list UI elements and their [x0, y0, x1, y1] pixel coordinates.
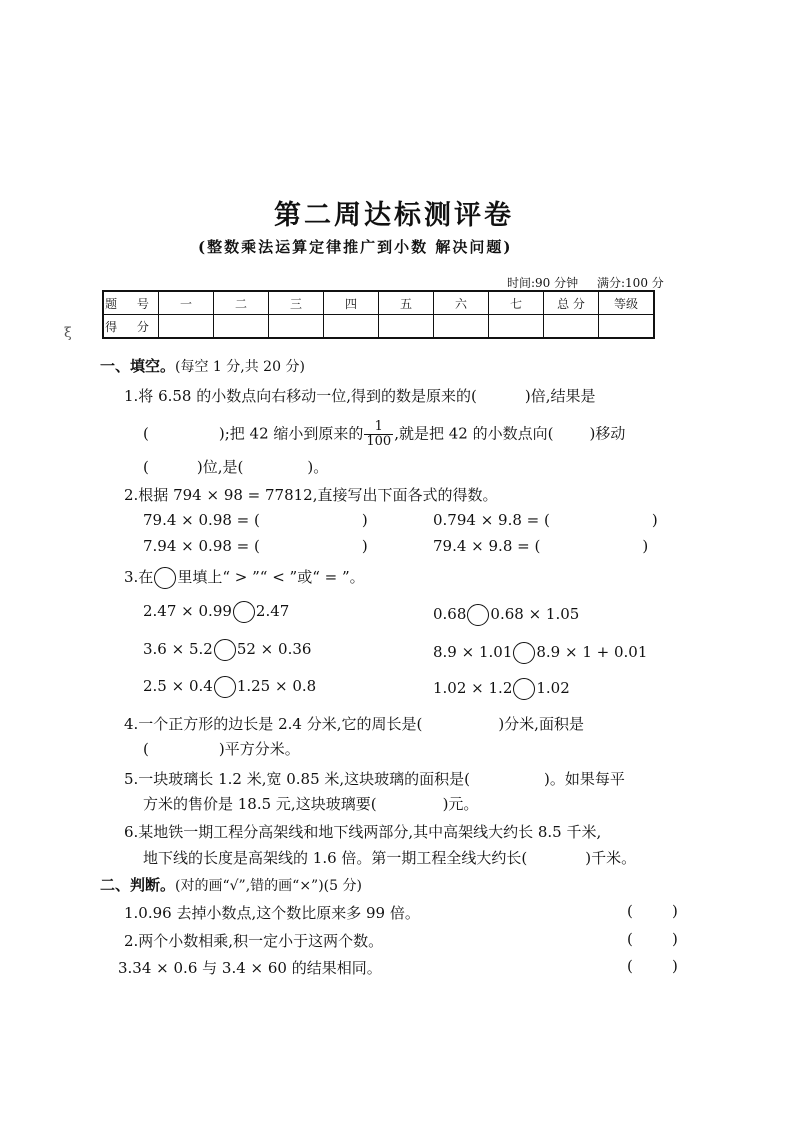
page-title: 第二周达标测评卷 [274, 200, 514, 231]
q6-text: )千米。 [585, 849, 637, 867]
q1-text: )位,是( [196, 458, 244, 476]
q3-intro [124, 566, 365, 589]
score-info: 满分:100 分 [597, 276, 664, 290]
judge-paren-open: ( [627, 957, 633, 975]
q5-text: )。如果每平 [544, 770, 625, 788]
compare-circle[interactable] [513, 642, 535, 664]
q4-line2 [143, 738, 300, 759]
score-entry-cell[interactable] [214, 315, 269, 339]
q1-line2 [143, 420, 625, 449]
q4-text: )平方分米。 [218, 740, 300, 758]
q4-line1 [124, 713, 584, 734]
q3-item [143, 676, 316, 698]
q3-right: 2.47 [255, 602, 290, 620]
score-entry-cell[interactable] [324, 315, 379, 339]
score-table-cell: 四 [324, 291, 379, 315]
score-table-cell: 得 分 [103, 315, 159, 339]
q3-right: 1.25 × 0.8 [236, 677, 317, 695]
q1-text: ,就是把 42 的小数点向( [394, 424, 554, 443]
judge-paren-open: ( [627, 902, 633, 920]
q4-text: 4.一个正方形的边长是 2.4 分米,它的周长是( [124, 715, 423, 733]
score-table-header-row [103, 291, 654, 315]
compare-circle[interactable] [214, 676, 236, 698]
q4-text: )分米,面积是 [498, 715, 584, 733]
judge-item: 1.0.96 去掉小数点,这个数比原来多 99 倍。 [124, 904, 420, 922]
q5-text: 方米的售价是 18.5 元,这块玻璃要( [143, 795, 377, 813]
score-table-cell: 五 [379, 291, 434, 315]
section2-heading [100, 874, 362, 895]
fraction-denominator: 100 [366, 434, 392, 449]
q2-close: ) [361, 511, 368, 529]
compare-circle[interactable] [233, 601, 255, 623]
q1-text: ( [143, 458, 149, 476]
q3-left: 2.47 × 0.99 [143, 602, 232, 620]
judge-paren-close: ) [672, 902, 678, 920]
q1-text: 1.将 6.58 的小数点向右移动一位,得到的数是原来的( [124, 387, 477, 405]
q1-text: )。 [307, 458, 329, 476]
q1-text: ( [143, 424, 149, 443]
q2-intro: 2.根据 794 × 98 = 77812,直接写出下面各式的得数。 [124, 486, 498, 504]
circle-icon [154, 567, 176, 589]
judge-paren-close: ) [672, 930, 678, 948]
q2-close: ) [642, 537, 649, 555]
margin-mark: ξ [64, 325, 72, 341]
score-table-cell: 等级 [599, 291, 655, 315]
q3-item [143, 601, 289, 623]
q1-text: );把 42 缩小到原来的 [218, 424, 364, 443]
q5-line1 [124, 768, 625, 789]
q3-text: 里填上“ > ”“ < ”或“ = ”。 [177, 568, 365, 586]
q3-left: 8.9 × 1.01 [433, 643, 513, 661]
section1-note: (每空 1 分,共 20 分) [175, 359, 305, 375]
compare-circle[interactable] [467, 604, 489, 626]
q6-line1: 6.某地铁一期工程分高架线和地下线两部分,其中高架线大约长 8.5 千米, [124, 823, 602, 841]
q2-close: ) [361, 537, 368, 555]
score-table-cell: 题 号 [103, 291, 159, 315]
compare-circle[interactable] [513, 678, 535, 700]
q2-item [143, 511, 368, 529]
score-table-cell: 六 [434, 291, 489, 315]
q6-text: 地下线的长度是高架线的 1.6 倍。第一期工程全线大约长( [143, 849, 528, 867]
q3-left: 2.5 × 0.4 [143, 677, 213, 695]
q1-line3 [143, 456, 328, 477]
q3-right: 1.02 [536, 679, 570, 697]
q3-item [433, 642, 647, 664]
q2-item [433, 511, 658, 529]
q3-item [433, 678, 570, 700]
fraction [364, 420, 393, 449]
q2-expression: 79.4 × 9.8 = ( [433, 537, 541, 555]
q3-left: 3.6 × 5.2 [143, 640, 213, 658]
score-entry-cell[interactable] [269, 315, 324, 339]
judge-answer-box[interactable] [637, 930, 669, 950]
q3-right: 52 × 0.36 [236, 640, 312, 658]
section2-note: (对的画“√”,错的画“×”)(5 分) [175, 878, 362, 894]
q3-right: 0.68 × 1.05 [490, 605, 580, 623]
q2-item [433, 537, 648, 555]
compare-circle[interactable] [214, 639, 236, 661]
judge-answer-box[interactable] [637, 902, 669, 922]
q3-item [433, 604, 579, 626]
q2-expression: 7.94 × 0.98 = ( [143, 537, 260, 555]
q2-expression: 79.4 × 0.98 = ( [143, 511, 260, 529]
page-subtitle: (整数乘法运算定律推广到小数 解决问题) [198, 238, 513, 256]
score-entry-cell[interactable] [159, 315, 214, 339]
q3-left: 0.68 [433, 605, 467, 623]
section2-title: 二、判断。 [100, 876, 176, 894]
score-entry-cell[interactable] [544, 315, 599, 339]
q2-close: ) [651, 511, 658, 529]
judge-answer-box[interactable] [637, 957, 669, 977]
q1-line1 [124, 385, 596, 406]
score-table-cell: 二 [214, 291, 269, 315]
score-table-cell: 一 [159, 291, 214, 315]
q1-text: )倍,结果是 [524, 387, 596, 405]
q2-item [143, 537, 368, 555]
judge-item: 3.34 × 0.6 与 3.4 × 60 的结果相同。 [118, 959, 382, 977]
q1-text: )移动 [589, 424, 626, 443]
time-info: 时间:90 分钟 [507, 276, 579, 290]
q4-text: ( [143, 740, 149, 758]
q5-line2 [143, 793, 478, 814]
q3-item [143, 639, 311, 661]
q3-text: 3.在 [124, 568, 154, 586]
q3-left: 1.02 × 1.2 [433, 679, 513, 697]
score-table-score-row [103, 315, 654, 339]
q3-right: 8.9 × 1 + 0.01 [536, 643, 648, 661]
score-table-cell: 总 分 [544, 291, 599, 315]
q2-expression: 0.794 × 9.8 = ( [433, 511, 550, 529]
score-entry-cell[interactable] [379, 315, 434, 339]
q6-line2 [143, 847, 636, 868]
q5-text: )元。 [442, 795, 479, 813]
section1-title: 一、填空。 [100, 357, 176, 375]
score-entry-cell[interactable] [599, 315, 655, 339]
q5-text: 5.一块玻璃长 1.2 米,宽 0.85 米,这块玻璃的面积是( [124, 770, 471, 788]
judge-paren-close: ) [672, 957, 678, 975]
fraction-numerator: 1 [364, 420, 393, 435]
score-table-cell: 七 [489, 291, 544, 315]
judge-item: 2.两个小数相乘,积一定小于这两个数。 [124, 932, 384, 950]
score-table [102, 290, 655, 339]
score-entry-cell[interactable] [434, 315, 489, 339]
score-table-cell: 三 [269, 291, 324, 315]
section1-heading [100, 355, 305, 376]
judge-paren-open: ( [627, 930, 633, 948]
score-entry-cell[interactable] [489, 315, 544, 339]
